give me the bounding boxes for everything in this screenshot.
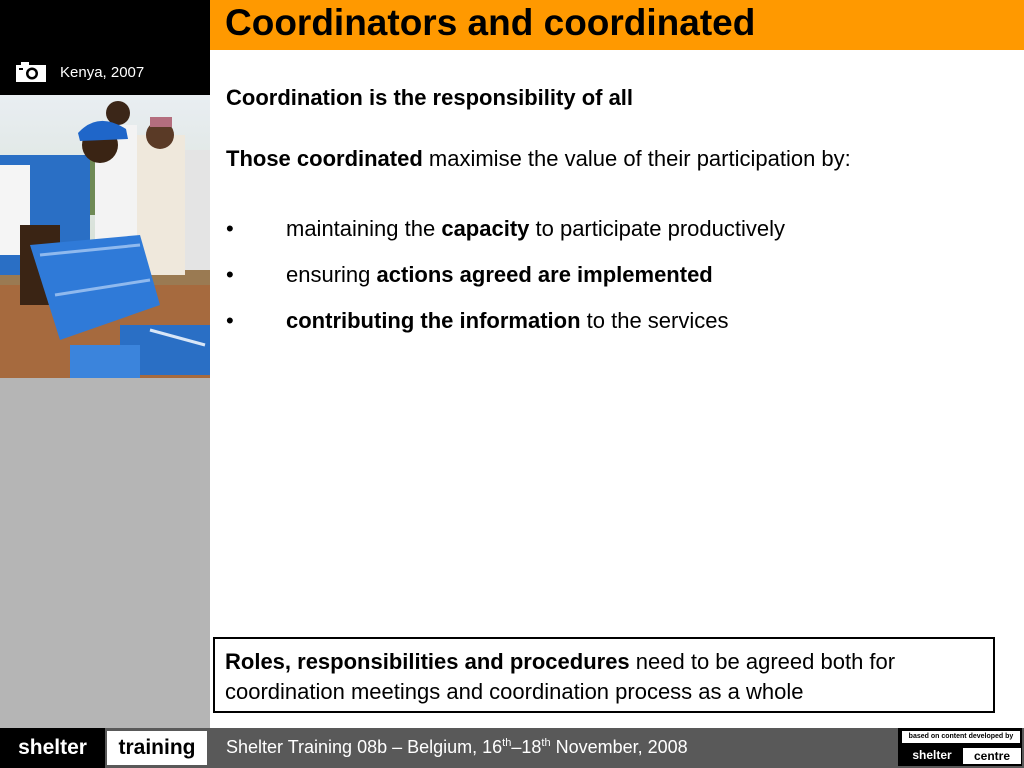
bullet-text-after: to participate productively [529, 216, 785, 241]
bullet-item [226, 262, 785, 308]
credit-centre: centre [963, 748, 1021, 764]
bullet-text-bold: actions agreed are implemented [376, 262, 713, 287]
bullet-text-bold: capacity [441, 216, 530, 241]
bullet-symbol: • [226, 262, 234, 287]
footer-text-prefix: Shelter Training 08b – Belgium, 16 [226, 737, 503, 757]
slide-title: Coordinators and coordinated [225, 2, 756, 43]
callout-bold: Roles, responsibilities and procedures [225, 649, 630, 674]
footer-sup-1: th [502, 737, 512, 749]
footer-sup-2: th [541, 737, 551, 749]
bullet-symbol: • [226, 308, 234, 333]
logo-shelter: shelter [0, 728, 105, 768]
bullet-list [226, 216, 785, 354]
callout-box [213, 637, 995, 713]
bullet-symbol: • [226, 216, 234, 241]
bullet-text-before: maintaining the [286, 216, 442, 241]
credit-label: based on content developed by [902, 731, 1020, 743]
footer-text-suffix: November, 2008 [550, 737, 688, 757]
camera-icon [16, 62, 46, 82]
photo-aid-distribution [0, 95, 210, 378]
bullet-item [226, 308, 785, 354]
slide-subtitle: Coordination is the responsibility of all [226, 85, 634, 110]
logo-training: training [107, 731, 207, 765]
bullet-item [226, 216, 785, 262]
intro-line [226, 146, 851, 172]
bullet-text-after: to the services [580, 308, 729, 333]
footer-event-text [226, 737, 688, 758]
credit-shelter: shelter [912, 748, 952, 762]
intro-bold: Those coordinated [226, 146, 423, 171]
callout-rest: need to be agreed both for coordination meetings and coordination process as a whole [225, 649, 896, 704]
intro-rest: maximise the value of their participation by: [422, 146, 851, 171]
bullet-text-bold: contributing the information [286, 308, 581, 333]
photo-caption: Kenya, 2007 [60, 64, 145, 81]
footer-text-mid: –18 [511, 737, 542, 757]
bullet-text-before: ensuring [286, 262, 377, 287]
